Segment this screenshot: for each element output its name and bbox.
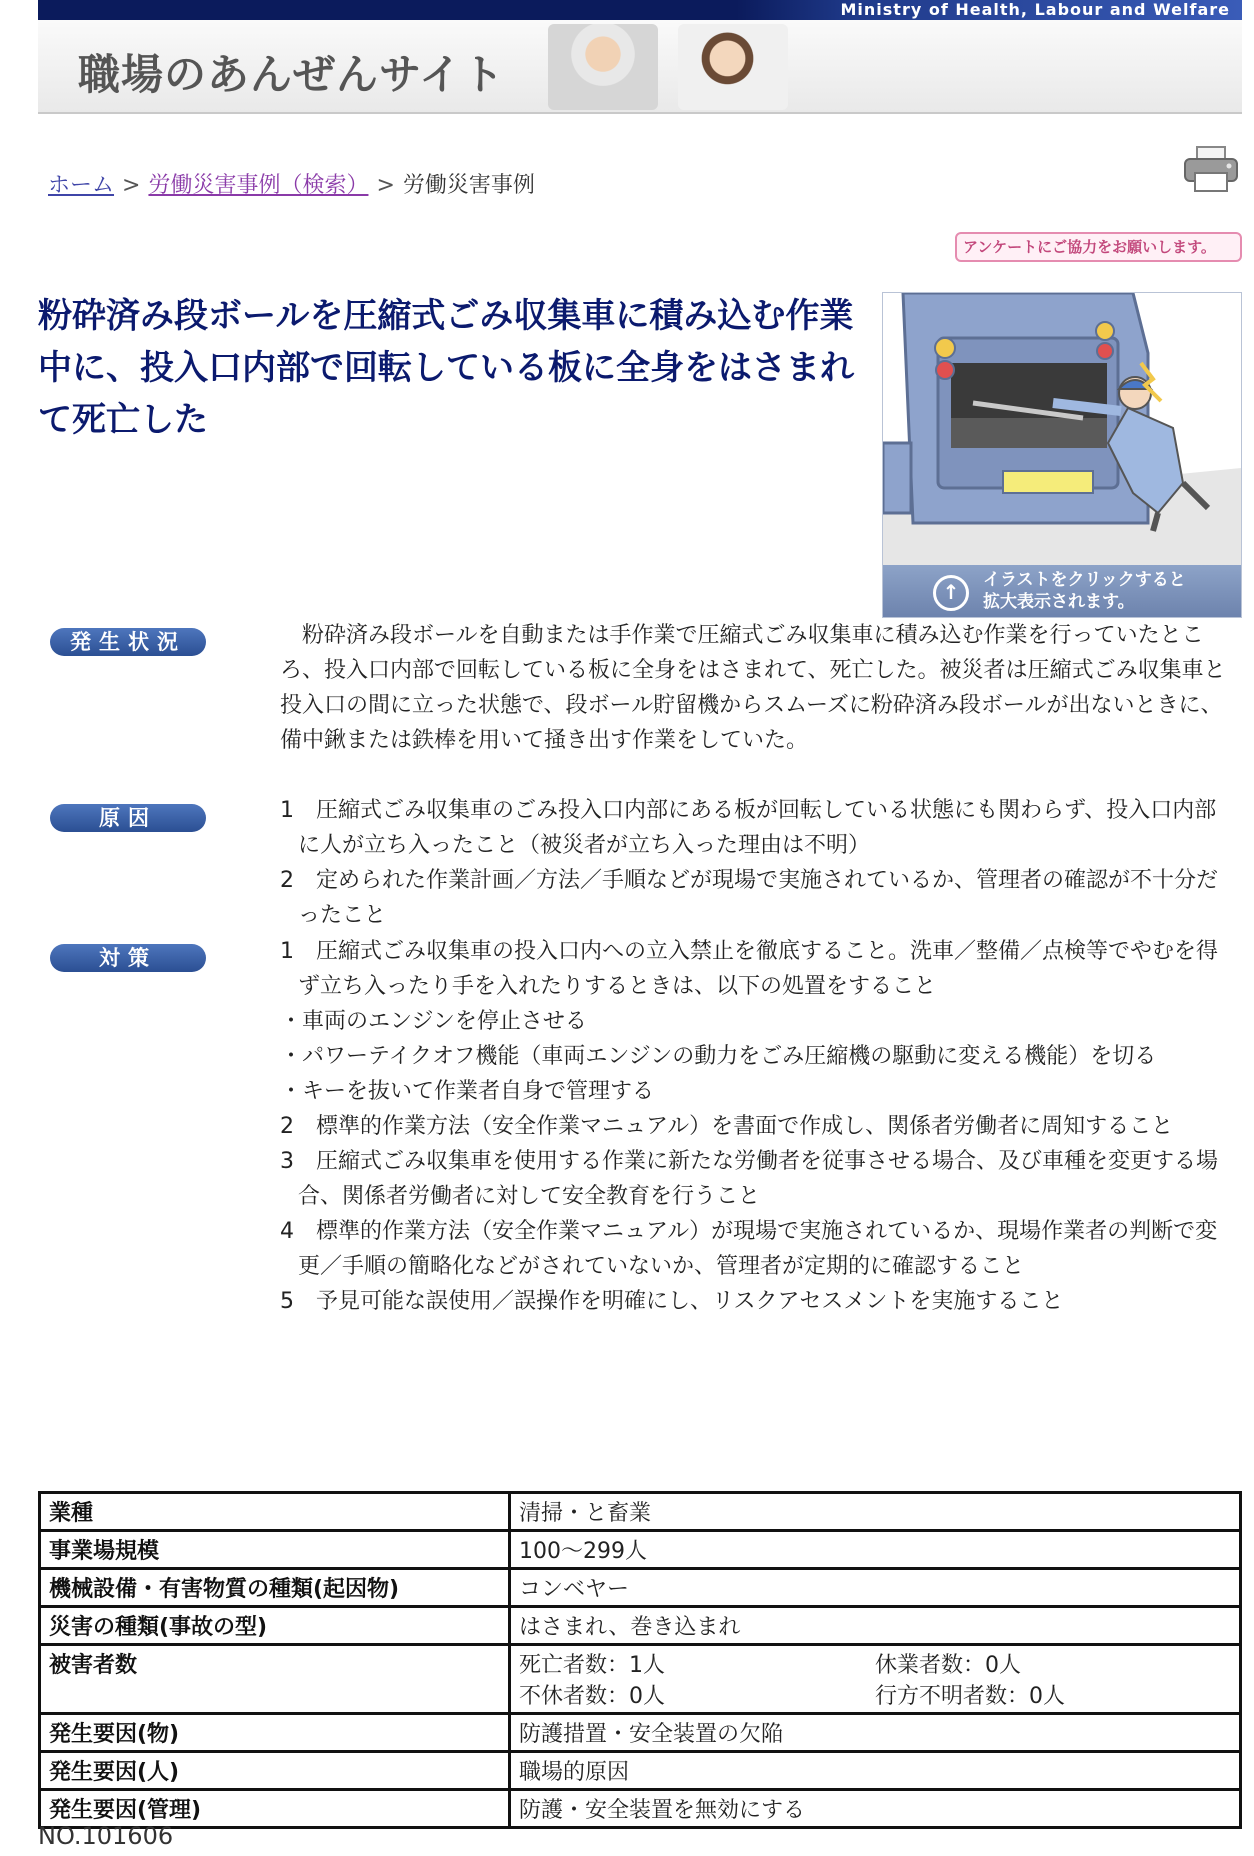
measure-subitem: ・キーを抜いて作業者自身で管理する: [280, 1079, 655, 1104]
caption-line-1: イラストをクリックすると: [983, 570, 1186, 590]
table-row-victims: [40, 1645, 1241, 1714]
occurrence-text: [280, 618, 1230, 758]
row-key: 事業場規模: [40, 1531, 510, 1569]
table-row: [40, 1493, 1241, 1531]
row-key: 災害の種類(事故の型): [40, 1607, 510, 1645]
row-value: 防護・安全装置を無効にする: [510, 1790, 1241, 1828]
table-row: [40, 1752, 1241, 1790]
row-key: 発生要因(人): [40, 1752, 510, 1790]
table-row: [40, 1714, 1241, 1752]
incident-illustration[interactable]: [882, 292, 1242, 618]
header-top-bar: [38, 0, 1242, 20]
survey-banner-link[interactable]: アンケートにご協力をお願いします。: [955, 232, 1242, 262]
table-row: [40, 1607, 1241, 1645]
site-title[interactable]: 職場のあんぜんサイト: [78, 50, 506, 99]
garbage-truck-illustration: [883, 293, 1241, 565]
case-number: NO.101606: [38, 1822, 174, 1850]
occurrence-paragraph: 粉砕済み段ボールを自動または手作業で圧縮式ごみ収集車に積み込む作業を行っていたところ、投入口内部で回転している板に全身をはさまれて、死亡した。被災者は圧縮式ごみ収集車と投入口の間に立った状態で、段ボール貯留機からスムーズに粉砕済み段ボールが出ないときに、備中鍬または鉄棒を用いて掻き出す作業をしていた。: [280, 623, 1226, 753]
table-row: [40, 1790, 1241, 1828]
breadcrumb: [48, 168, 535, 199]
absent-count: 休業者数：0人: [875, 1653, 1021, 1678]
victims-line-2: [519, 1679, 1231, 1710]
label-measures: 対策: [50, 944, 206, 972]
caption-line-2: 拡大表示されます。: [983, 592, 1135, 612]
missing-count: 行方不明者数：0人: [875, 1684, 1065, 1709]
header-banner[interactable]: [38, 20, 1242, 114]
breadcrumb-search-link[interactable]: 労働災害事例（検索）: [148, 173, 369, 198]
cause-item: 2 定められた作業計画／方法／手順などが現場で実施されているか、管理者の確認が不十分だったこと: [280, 868, 1219, 928]
label-cause: 原因: [50, 804, 206, 832]
incident-headline: 粉砕済み段ボールを圧縮式ごみ収集車に積み込む作業中に、投入口内部で回転している板に全身をはさまれて死亡した: [38, 296, 854, 440]
table-row: [40, 1531, 1241, 1569]
breadcrumb-current: 労働災害事例: [402, 173, 535, 198]
row-value: 100～299人: [510, 1531, 1241, 1569]
row-key: 発生要因(管理): [40, 1790, 510, 1828]
breadcrumb-home-link[interactable]: ホーム: [48, 173, 115, 198]
operator-photo: [678, 24, 788, 110]
incident-info-table: [38, 1491, 1242, 1829]
measures-list: [280, 934, 1230, 1319]
cause-item: 1 圧縮式ごみ収集車のごみ投入口内部にある板が回転している状態にも関わらず、投入口内部に人が立ち入ったこと（被災者が立ち入った理由は不明）: [280, 798, 1217, 858]
site-header: [38, 0, 1242, 114]
measure-item: 3 圧縮式ごみ収集車を使用する作業に新たな労働者を従事させる場合、及び車種を変更する場合、関係者労働者に対して安全教育を行うこと: [280, 1149, 1219, 1209]
cause-list: [280, 793, 1230, 933]
row-value: 防護措置・安全装置の欠陥: [510, 1714, 1241, 1752]
arrow-up-circle-icon: ↑: [933, 575, 969, 611]
measure-item: 5 予見可能な誤使用／誤操作を明確にし、リスクアセスメントを実施すること: [280, 1289, 1064, 1314]
row-value: 職場的原因: [510, 1752, 1241, 1790]
dead-count: 死亡者数：1人: [519, 1653, 665, 1678]
breadcrumb-separator: >: [376, 173, 395, 198]
row-value: コンベヤー: [510, 1569, 1241, 1607]
worker-photo: [548, 24, 658, 110]
row-value: 清掃・と畜業: [510, 1493, 1241, 1531]
row-value: はさまれ、巻き込まれ: [510, 1607, 1241, 1645]
row-key: 業種: [40, 1493, 510, 1531]
row-key: 機械設備・有害物質の種類(起因物): [40, 1569, 510, 1607]
label-occurrence: 発生状況: [50, 628, 206, 656]
printer-icon[interactable]: [1183, 145, 1239, 193]
row-key: 発生要因(物): [40, 1714, 510, 1752]
row-key: 被害者数: [40, 1645, 510, 1714]
victims-line-1: [519, 1648, 1231, 1679]
nonabsent-count: 不休者数：0人: [519, 1684, 665, 1709]
measure-item: 4 標準的作業方法（安全作業マニュアル）が現場で実施されているか、現場作業者の判断で変更／手順の簡略化などがされていないか、管理者が定期的に確認すること: [280, 1219, 1218, 1279]
measure-item: 2 標準的作業方法（安全作業マニュアル）を書面で作成し、関係者労働者に周知すること: [280, 1114, 1174, 1139]
illustration-caption[interactable]: [883, 565, 1241, 617]
breadcrumb-separator: >: [122, 173, 141, 198]
table-row: [40, 1569, 1241, 1607]
measure-item: 1 圧縮式ごみ収集車の投入口内への立入禁止を徹底すること。洗車／整備／点検等でやむを得ず立ち入ったり手を入れたりするときは、以下の処置をすること: [280, 939, 1219, 999]
victims-values: [510, 1645, 1241, 1714]
measure-subitem: ・車両のエンジンを停止させる: [280, 1009, 587, 1034]
ministry-name[interactable]: Ministry of Health, Labour and Welfare: [840, 0, 1230, 19]
measure-subitem: ・パワーテイクオフ機能（車両エンジンの動力をごみ圧縮機の駆動に変える機能）を切る: [280, 1044, 1157, 1069]
